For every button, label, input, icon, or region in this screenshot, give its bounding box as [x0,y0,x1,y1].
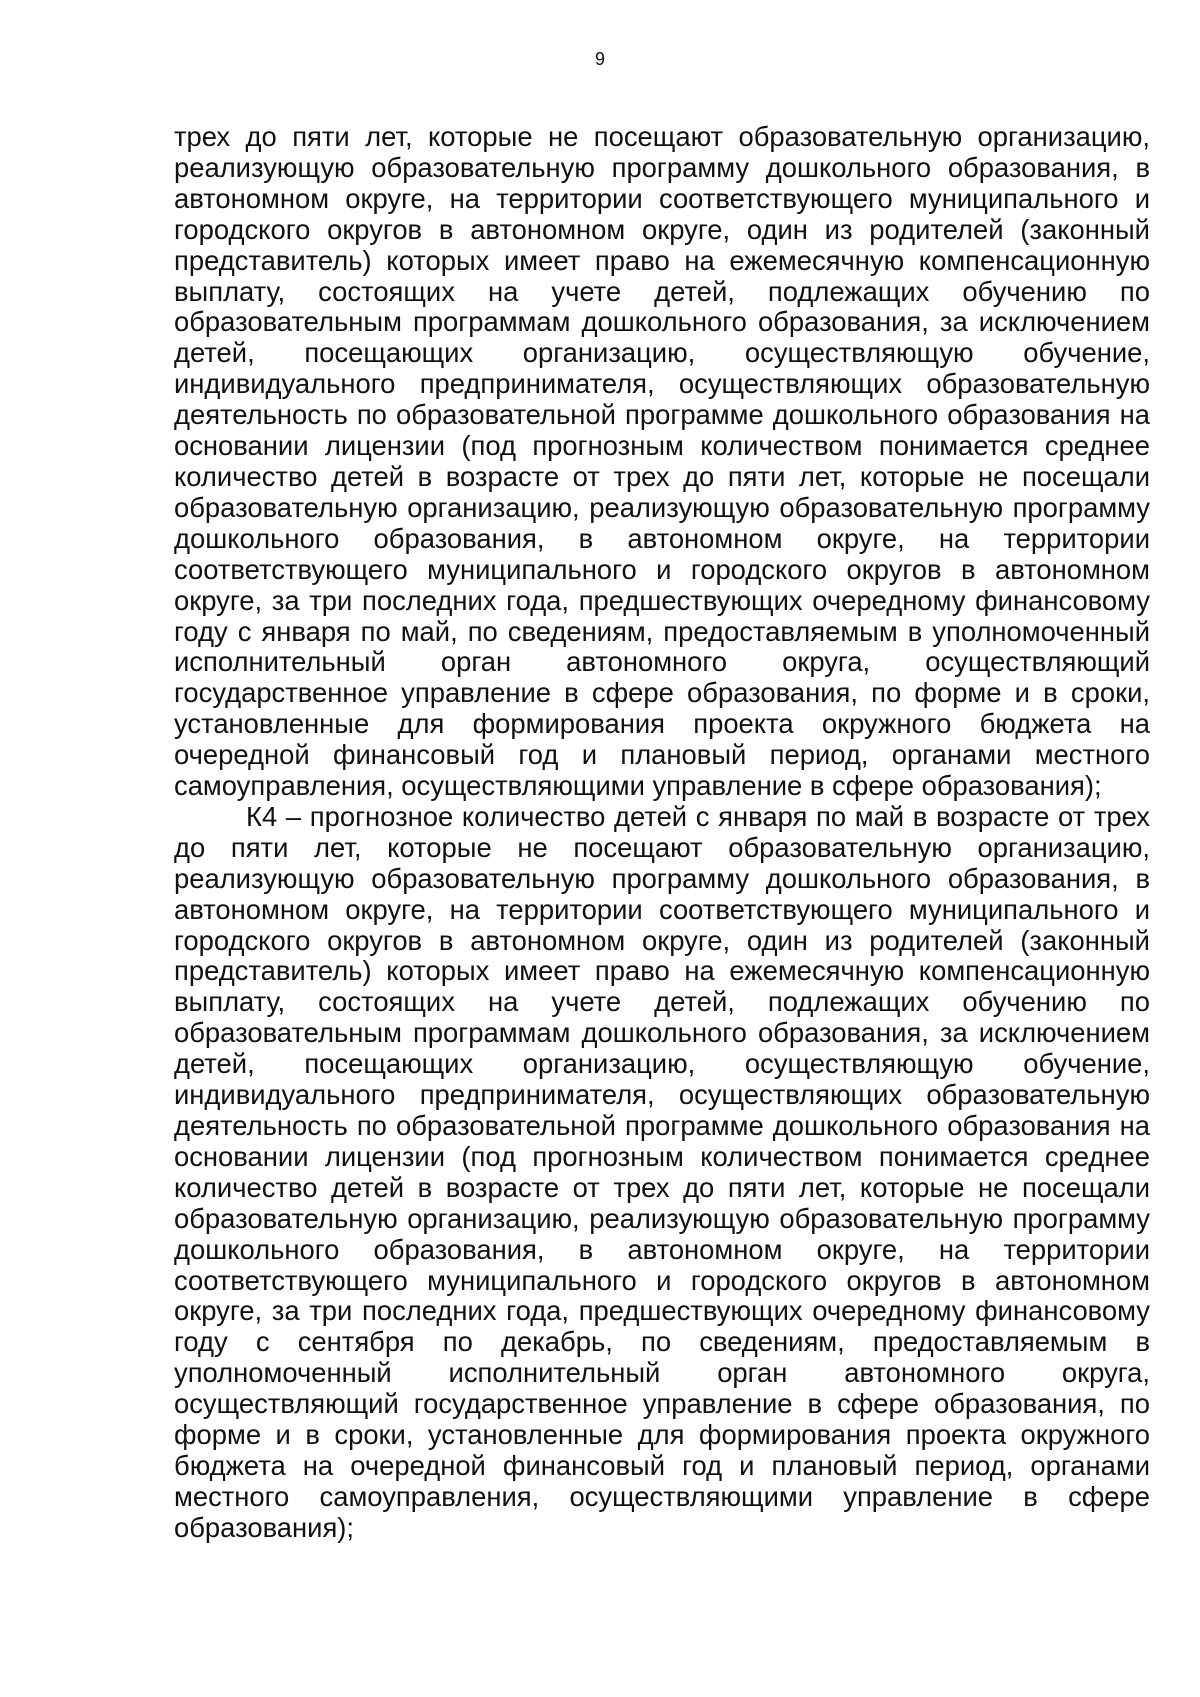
page-number: 9 [594,49,605,69]
paragraph-continuation: трех до пяти лет, которые не посещают образовательную организацию, реализующую образовательную программу дошкольного образования, в автономном округе, на территории соответствующего муниципального и городского округов в автономном округе, один из родителей (законный представитель) которых имеет право на ежемесячную компенсационную выплату, состоящих на учете детей, подлежащих обучению по образовательным программам дошкольного образования, за исключением детей, посещающих организацию, осуществляющую обучение, индивидуального предпринимателя, осуществляющих образовательную деятельность по образовательной программе дошкольного образования на основании лицензии (под прогнозным количеством понимается среднее количество детей в возрасте от трех до пяти лет, которые не посещали образовательную организацию, реализующую образовательную программу дошкольного образования, в автономном округе, на территории соответствующего муниципального и городского округов в автономном округе, за три последних года, предшествующих очередному финансовому году с января по май, по сведениям, предоставляемым в уполномоченный исполнительный орган автономного округа, осуществляющий государственное управление в сфере образования, по форме и в сроки, установленные для формирования проекта окружного бюджета на очередной финансовый год и плановый период, органами местного самоуправления, осуществляющими управление в сфере образования); [174,121,1150,802]
paragraph-k4-definition: К4 – прогнозное количество детей с января по май в возрасте от трех до пяти лет, которые не посещают образовательную организацию, реализующую образовательную программу дошкольного образования, в автономном округе, на территории соответствующего муниципального и городского округов в автономном округе, один из родителей (законный представитель) которых имеет право на ежемесячную компенсационную выплату, состоящих на учете детей, подлежащих обучению по образовательным программам дошкольного образования, за исключением детей, посещающих организацию, осуществляющую обучение, индивидуального предпринимателя, осуществляющих образовательную деятельность по образовательной программе дошкольного образования на основании лицензии (под прогнозным количеством понимается среднее количество детей в возрасте от трех до пяти лет, которые не посещали образовательную организацию, реализующую образовательную программу дошкольного образования, в автономном округе, на территории соответствующего муниципального и городского округов в автономном округе, за три последних года, предшествующих очередному финансовому году с сентября по декабрь, по сведениям, предоставляемым в уполномоченный исполнительный орган автономного округа, осуществляющий государственное управление в сфере образования, по форме и в сроки, установленные для формирования проекта окружного бюджета на очередной финансовый год и плановый период, органами местного самоуправления, осуществляющими управление в сфере образования); [174,800,1150,1543]
document-body [174,122,1150,1544]
